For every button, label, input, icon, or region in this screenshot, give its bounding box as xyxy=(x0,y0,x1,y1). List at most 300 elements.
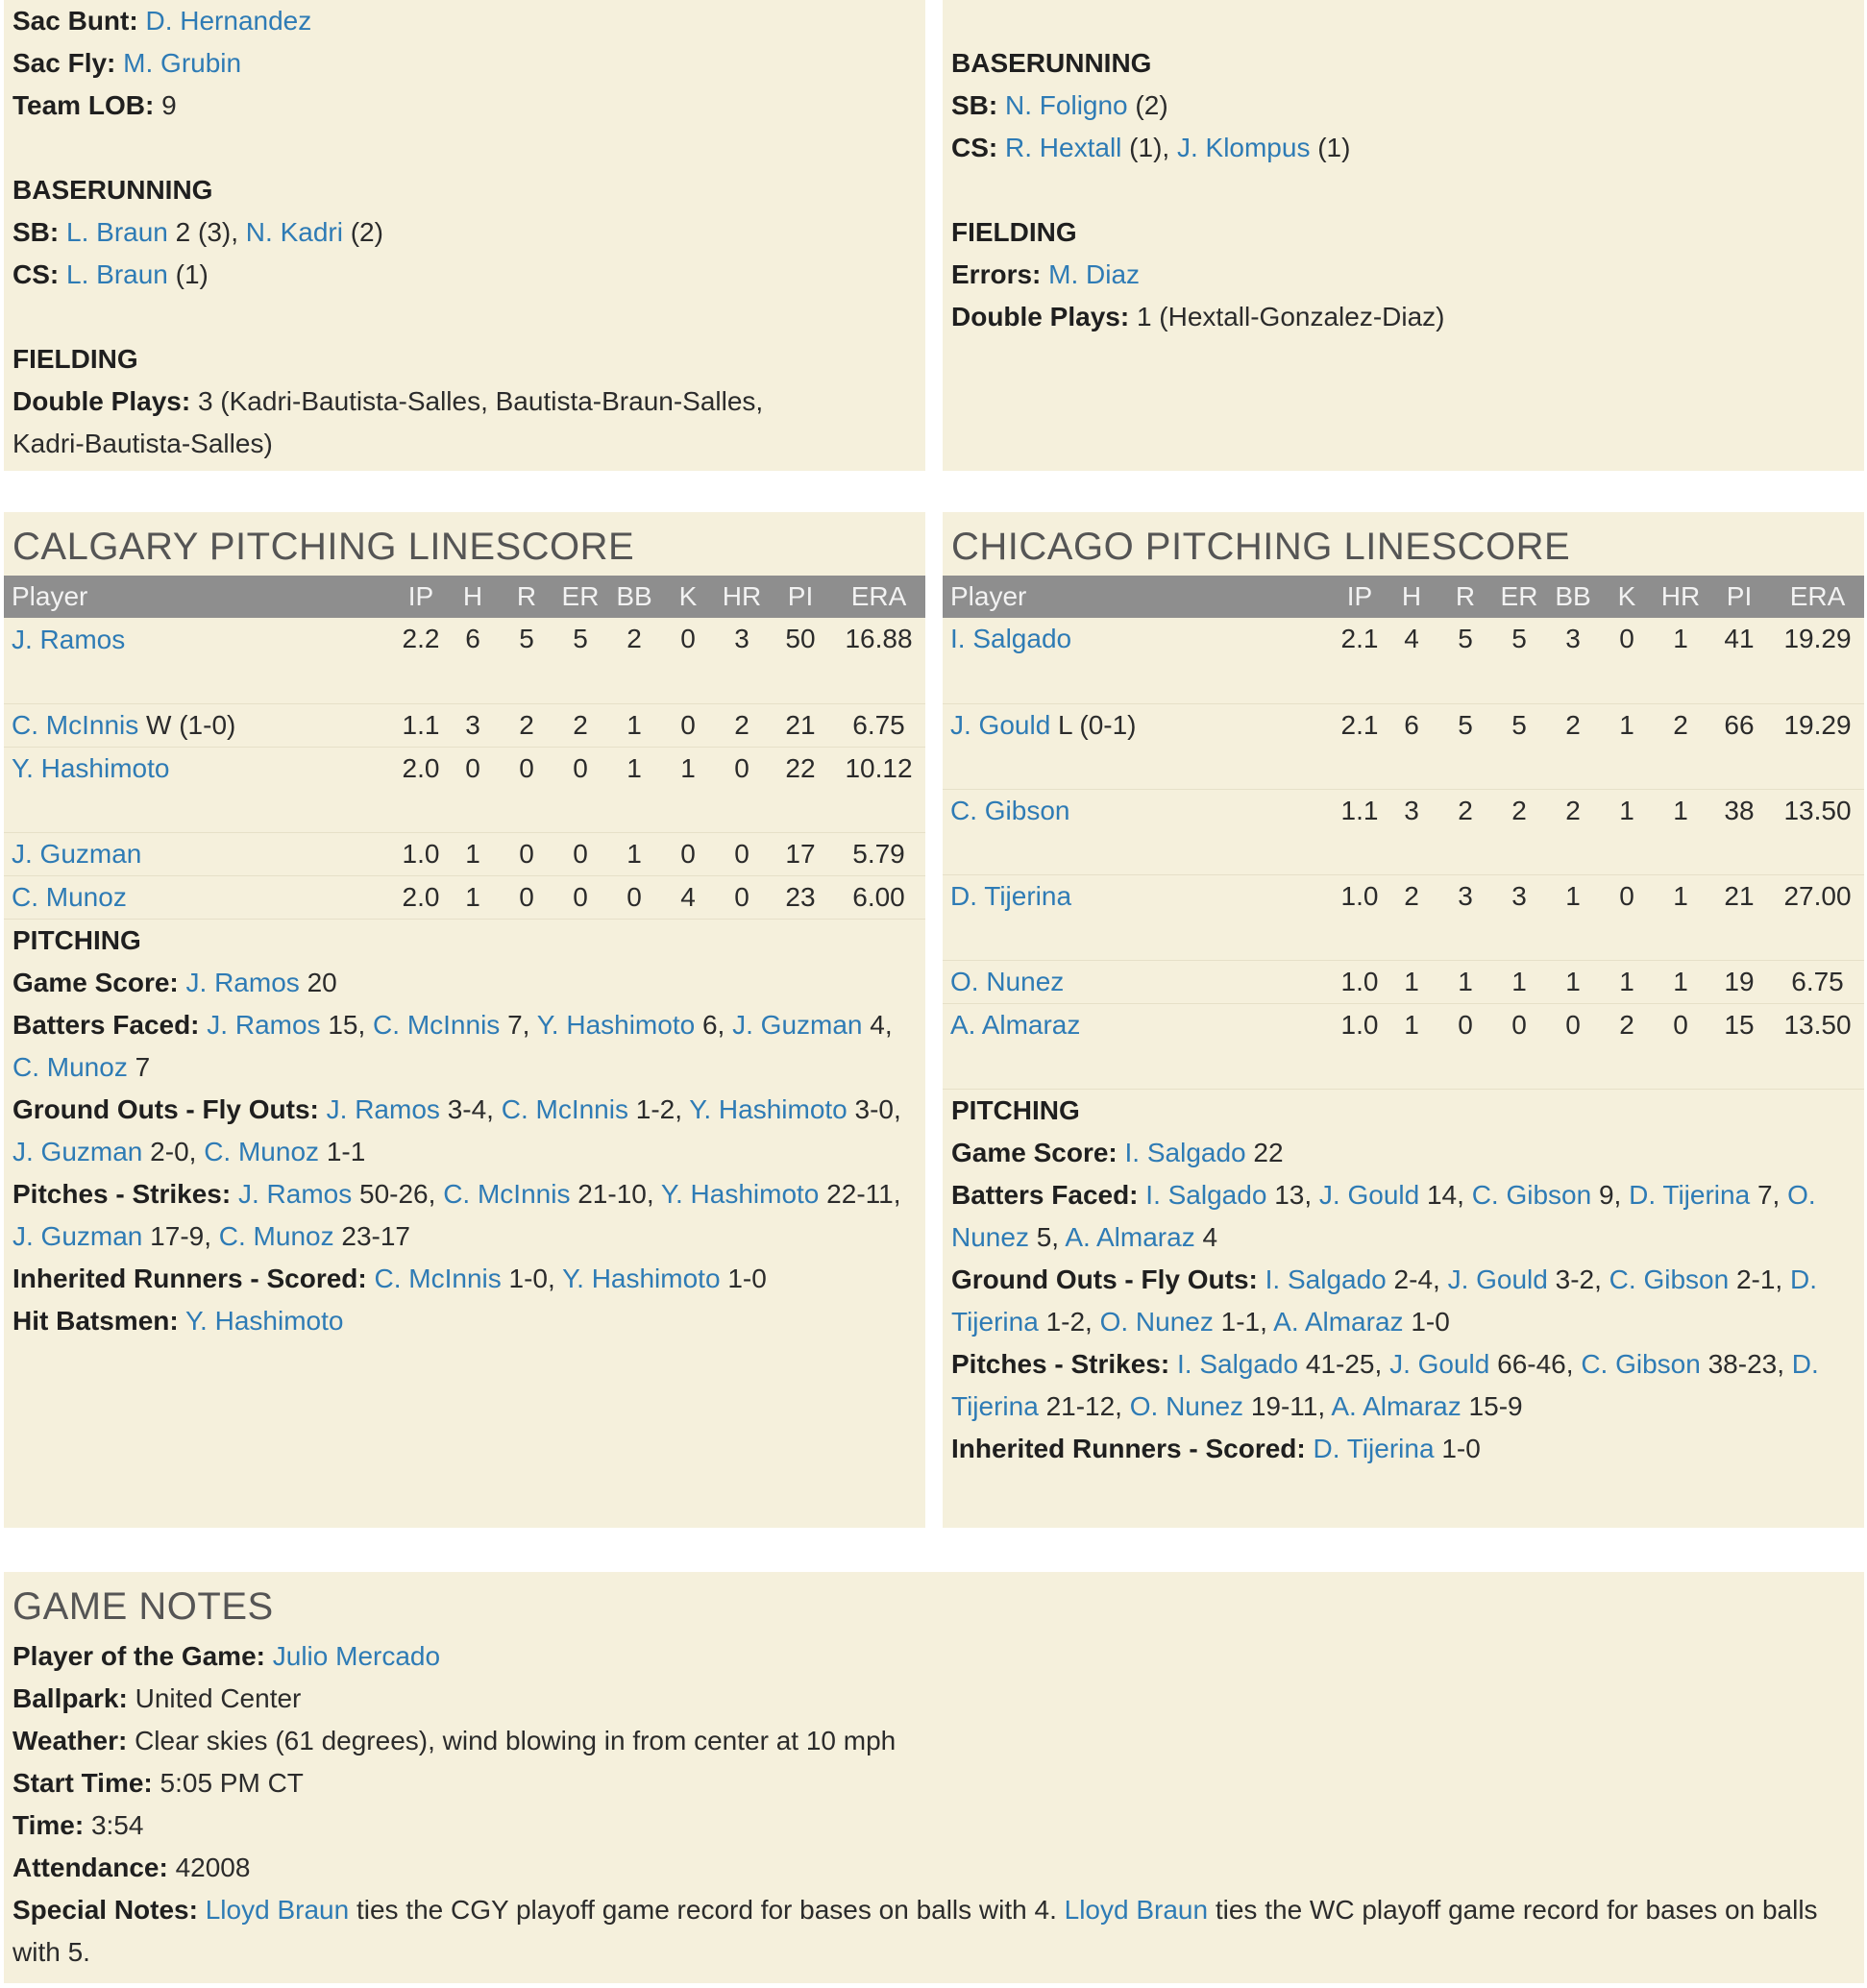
player-link[interactable]: C. Munoz xyxy=(12,881,127,912)
player-link[interactable]: O. Nunez xyxy=(1129,1390,1244,1421)
stat-cell: 2 xyxy=(715,703,769,747)
weather-line xyxy=(12,1720,1855,1762)
stat-cell: 0 xyxy=(1492,1003,1546,1089)
col-header[interactable]: K xyxy=(1600,576,1654,618)
stat-cell: 17 xyxy=(769,832,832,875)
player-link[interactable]: C. McInnis xyxy=(12,709,139,740)
player-link[interactable]: J. Klompus xyxy=(1176,133,1311,162)
stat-cell: 21 xyxy=(769,703,832,747)
stat-value: 6, xyxy=(701,1009,725,1040)
table-row xyxy=(943,874,1864,960)
stat-cell: 3 xyxy=(715,618,769,703)
stat-cell: 6 xyxy=(1385,703,1438,789)
decision-note: W (1-0) xyxy=(138,709,236,740)
stat-cell: 2.2 xyxy=(396,618,446,703)
ir-label: Inherited Runners - Scored: xyxy=(951,1433,1306,1463)
baserunning-heading: BASERUNNING xyxy=(951,48,1152,78)
player-link[interactable]: J. Gould xyxy=(950,709,1051,740)
stat-cell: 4 xyxy=(1385,618,1438,703)
stat-cell: 0 xyxy=(715,832,769,875)
stat-value: 21-10, xyxy=(577,1178,654,1209)
player-link[interactable]: D. Tijerina xyxy=(951,1348,1819,1421)
stat-cell: 1.1 xyxy=(1335,789,1385,874)
special-notes-line xyxy=(12,1889,1855,1974)
col-header[interactable]: R xyxy=(500,576,553,618)
player-cell xyxy=(943,874,1335,960)
stat-value: 7, xyxy=(1756,1179,1781,1210)
stat-cell: 0 xyxy=(661,618,715,703)
stat-cell: 0 xyxy=(661,832,715,875)
stat-cell: 1 xyxy=(1654,960,1707,1003)
player-link[interactable]: C. Munoz xyxy=(204,1136,320,1166)
start-time-line xyxy=(12,1762,1855,1804)
player-link[interactable]: D. Tijerina xyxy=(951,1264,1817,1337)
calgary-pitching-title: CALGARY PITCHING LINESCORE xyxy=(12,526,635,568)
stat-value: 2-1, xyxy=(1735,1264,1783,1294)
col-header[interactable]: H xyxy=(1385,576,1438,618)
player-link[interactable]: J. Guzman xyxy=(12,838,142,869)
stat-value: 38-23, xyxy=(1707,1348,1784,1379)
col-header[interactable]: H xyxy=(446,576,500,618)
stat-cell: 0 xyxy=(500,875,553,919)
stat-value: 14, xyxy=(1426,1179,1464,1210)
player-link[interactable]: N. Kadri xyxy=(245,217,343,247)
player-link[interactable]: J. Ramos xyxy=(326,1093,440,1124)
stat-value: 4 xyxy=(1202,1221,1218,1252)
stat-value: (1) xyxy=(1317,133,1351,162)
player-link[interactable]: R. Hextall xyxy=(1005,133,1122,162)
player-link[interactable]: A. Almaraz xyxy=(1065,1221,1195,1252)
stat-cell: 1.0 xyxy=(1335,960,1385,1003)
chicago-linescore-table xyxy=(943,576,1864,1090)
stat-cell: 50 xyxy=(769,618,832,703)
ballpark-line xyxy=(12,1678,1855,1720)
stat-cell: 1 xyxy=(1546,960,1600,1003)
player-link[interactable]: C. Munoz xyxy=(12,1051,128,1082)
stat-value: 50-26, xyxy=(359,1178,436,1209)
player-link[interactable]: Julio Mercado xyxy=(272,1641,441,1671)
player-cell xyxy=(943,960,1335,1003)
stat-cell: 1 xyxy=(1654,618,1707,703)
stat-cell: 0 xyxy=(607,875,661,919)
batters-faced-line xyxy=(12,1004,917,1089)
ps-label: Pitches - Strikes: xyxy=(951,1348,1170,1379)
stat-value: 5, xyxy=(1036,1221,1060,1252)
stat-value: 21-12, xyxy=(1045,1390,1122,1421)
errors-line xyxy=(951,254,1855,296)
game-notes-panel xyxy=(4,1572,1864,1983)
player-link[interactable]: J. Ramos xyxy=(237,1178,353,1209)
stat-cell: 2 xyxy=(1385,874,1438,960)
caught-stealing-line xyxy=(12,254,917,296)
batters-faced-line xyxy=(951,1174,1855,1259)
weather-label: Weather: xyxy=(12,1726,128,1755)
player-link[interactable]: L. Braun xyxy=(66,217,168,247)
player-link[interactable]: Lloyd Braun xyxy=(1064,1895,1209,1925)
table-row xyxy=(943,960,1864,1003)
player-link[interactable]: J. Guzman xyxy=(732,1009,863,1040)
player-cell xyxy=(4,618,396,703)
stat-cell: 1 xyxy=(607,832,661,875)
stat-value: 19-11, xyxy=(1250,1390,1326,1421)
stat-cell: 4 xyxy=(661,875,715,919)
dp-value: 1 (Hextall-Gonzalez-Diaz) xyxy=(1136,302,1445,331)
stat-cell: 22 xyxy=(769,747,832,832)
stat-value: 66-46, xyxy=(1497,1348,1574,1379)
table-row xyxy=(943,703,1864,789)
attendance-label: Attendance: xyxy=(12,1853,168,1882)
col-header[interactable]: Player xyxy=(943,576,1335,618)
stat-cell: 2 xyxy=(500,703,553,747)
stat-value: 17-9, xyxy=(150,1220,211,1251)
stat-cell: 6.00 xyxy=(832,875,925,919)
game-score-label: Game Score: xyxy=(951,1137,1118,1167)
pitches-strikes-line xyxy=(12,1173,917,1258)
fielding-heading: FIELDING xyxy=(951,217,1077,247)
start-time-label: Start Time: xyxy=(12,1768,153,1798)
stat-cell: 0 xyxy=(1546,1003,1600,1089)
table-row xyxy=(4,747,925,832)
stat-value: 22-11, xyxy=(826,1178,901,1209)
player-link[interactable]: Y. Hashimoto xyxy=(689,1093,848,1124)
col-header[interactable]: ERA xyxy=(832,576,925,618)
player-link[interactable]: O. Nunez xyxy=(1099,1306,1214,1337)
stat-cell: 0 xyxy=(1654,1003,1707,1089)
table-row xyxy=(943,1003,1864,1089)
stat-cell: 1 xyxy=(607,703,661,747)
stat-value: (2) xyxy=(350,217,383,247)
stat-value: 2 (3), xyxy=(175,217,239,247)
stat-cell: 3 xyxy=(1492,874,1546,960)
col-header[interactable]: K xyxy=(661,576,715,618)
player-link[interactable]: O. Nunez xyxy=(950,966,1065,996)
sac-bunt-line xyxy=(12,0,917,42)
double-plays-line-cont: Kadri-Bautista-Salles) xyxy=(12,429,273,458)
errors-label: Errors: xyxy=(951,259,1042,289)
player-link[interactable]: M. Diaz xyxy=(1048,259,1141,289)
stat-cell: 0 xyxy=(553,875,607,919)
stat-cell: 10.12 xyxy=(832,747,925,832)
dp-label: Double Plays: xyxy=(951,302,1130,331)
stat-value: 4, xyxy=(870,1009,893,1040)
stat-cell: 6.75 xyxy=(1771,960,1864,1003)
stat-value: 1-0 xyxy=(1441,1433,1481,1463)
player-link[interactable]: D. Tijerina xyxy=(950,880,1072,911)
player-link[interactable]: I. Salgado xyxy=(1176,1348,1299,1379)
stat-cell: 21 xyxy=(1707,874,1771,960)
inherited-runners-line xyxy=(12,1258,917,1300)
table-row xyxy=(4,832,925,875)
stat-value: 22 xyxy=(1253,1137,1284,1167)
stat-cell: 0 xyxy=(500,747,553,832)
stat-cell: 2.0 xyxy=(396,747,446,832)
game-time-label: Time: xyxy=(12,1810,85,1840)
game-score-label: Game Score: xyxy=(12,967,179,997)
player-link[interactable]: C. Gibson xyxy=(1609,1264,1730,1294)
col-header[interactable]: HR xyxy=(715,576,769,618)
player-link[interactable]: Y. Hashimoto xyxy=(184,1305,344,1336)
player-link[interactable]: O. Nunez xyxy=(951,1179,1816,1252)
stat-cell: 0 xyxy=(715,747,769,832)
stat-cell: 1 xyxy=(446,875,500,919)
player-link[interactable]: J. Gould xyxy=(1318,1179,1420,1210)
game-time-value: 3:54 xyxy=(90,1810,144,1840)
player-link[interactable]: C. Gibson xyxy=(1581,1348,1701,1379)
start-time-value: 5:05 PM CT xyxy=(160,1768,304,1798)
sac-fly-label: Sac Fly: xyxy=(12,48,116,78)
fielding-heading: FIELDING xyxy=(12,344,138,374)
player-link[interactable]: N. Foligno xyxy=(1005,90,1128,120)
player-link[interactable]: A. Almaraz xyxy=(950,1009,1081,1040)
player-link[interactable]: C. Gibson xyxy=(950,795,1070,825)
stat-cell: 2.0 xyxy=(396,875,446,919)
stolen-bases-line xyxy=(951,85,1855,127)
stat-value: 3-2, xyxy=(1555,1264,1602,1294)
stat-cell: 16.88 xyxy=(832,618,925,703)
hb-label: Hit Batsmen: xyxy=(12,1305,179,1336)
stat-value: 9, xyxy=(1598,1179,1622,1210)
stat-cell: 5.79 xyxy=(832,832,925,875)
special-notes-label: Special Notes: xyxy=(12,1895,198,1925)
stat-value: 2-4, xyxy=(1393,1264,1440,1294)
dp-label: Double Plays: xyxy=(12,386,191,416)
player-link[interactable]: C. McInnis xyxy=(501,1093,628,1124)
player-link[interactable]: J. Ramos xyxy=(12,625,126,654)
player-cell xyxy=(943,703,1335,789)
stat-cell: 3 xyxy=(1385,789,1438,874)
stat-cell: 19.29 xyxy=(1771,618,1864,703)
stat-cell: 5 xyxy=(1492,618,1546,703)
player-link[interactable]: J. Ramos xyxy=(207,1009,321,1040)
chicago-stats-panel xyxy=(943,0,1864,471)
player-link[interactable]: I. Salgado xyxy=(1265,1264,1387,1294)
stat-cell: 0 xyxy=(715,875,769,919)
stat-cell: 1.0 xyxy=(1335,874,1385,960)
ground-fly-outs-line xyxy=(12,1089,917,1173)
stat-cell: 0 xyxy=(1600,874,1654,960)
stat-cell: 3 xyxy=(446,703,500,747)
sac-bunt-label: Sac Bunt: xyxy=(12,6,138,36)
player-link[interactable]: C. McInnis xyxy=(374,1263,502,1293)
stat-cell: 2 xyxy=(1438,789,1492,874)
stat-cell: 1 xyxy=(1492,960,1546,1003)
stat-value: (1) xyxy=(175,259,209,289)
stat-value: 3-4, xyxy=(447,1093,494,1124)
ir-label: Inherited Runners - Scored: xyxy=(12,1263,367,1293)
player-cell xyxy=(943,789,1335,874)
stat-cell: 2.1 xyxy=(1335,618,1385,703)
note-text: ties the WC playoff game record for bases on balls with 5. xyxy=(12,1895,1818,1967)
player-link[interactable]: Y. Hashimoto xyxy=(660,1178,820,1209)
col-header[interactable]: R xyxy=(1438,576,1492,618)
player-link[interactable]: C. McInnis xyxy=(443,1178,571,1209)
game-time-line xyxy=(12,1804,1855,1847)
player-link[interactable]: Y. Hashimoto xyxy=(536,1009,696,1040)
stat-cell: 0 xyxy=(661,703,715,747)
baserunning-heading: BASERUNNING xyxy=(12,175,213,205)
stat-value: 15, xyxy=(328,1009,366,1040)
col-header[interactable]: PI xyxy=(1707,576,1771,618)
game-score-line xyxy=(951,1132,1855,1174)
stat-cell: 5 xyxy=(500,618,553,703)
stat-value: (2) xyxy=(1135,90,1168,120)
player-link[interactable]: Y. Hashimoto xyxy=(562,1263,721,1293)
col-header[interactable]: Player xyxy=(4,576,396,618)
player-link[interactable]: J. Gould xyxy=(1389,1348,1490,1379)
decision-note: L (0-1) xyxy=(1050,709,1137,740)
player-link[interactable]: M. Grubin xyxy=(123,48,242,78)
stat-cell: 2 xyxy=(1492,789,1546,874)
table-row xyxy=(4,618,925,703)
stat-cell: 3 xyxy=(1438,874,1492,960)
stat-cell: 2 xyxy=(553,703,607,747)
stat-cell: 2.1 xyxy=(1335,703,1385,789)
hit-batsmen-line xyxy=(12,1300,917,1342)
stat-cell: 5 xyxy=(1492,703,1546,789)
stat-cell: 2 xyxy=(1600,1003,1654,1089)
sb-label: SB: xyxy=(951,90,998,120)
team-lob-line xyxy=(12,85,917,127)
col-header[interactable]: PI xyxy=(769,576,832,618)
game-notes-title: GAME NOTES xyxy=(12,1585,274,1628)
player-cell xyxy=(4,832,396,875)
stat-cell: 5 xyxy=(1438,618,1492,703)
inherited-runners-line xyxy=(951,1428,1855,1470)
stat-cell: 2 xyxy=(1546,789,1600,874)
stat-cell: 13.50 xyxy=(1771,789,1864,874)
player-link[interactable]: D. Tijerina xyxy=(1629,1179,1751,1210)
ballpark-label: Ballpark: xyxy=(12,1683,128,1713)
stat-cell: 13.50 xyxy=(1771,1003,1864,1089)
stat-cell: 6.75 xyxy=(832,703,925,747)
sac-fly-line xyxy=(12,42,917,85)
player-link[interactable]: I. Salgado xyxy=(950,624,1072,653)
stat-cell: 23 xyxy=(769,875,832,919)
player-link[interactable]: C. Munoz xyxy=(218,1220,334,1251)
stat-cell: 1 xyxy=(446,832,500,875)
stat-cell: 1 xyxy=(1546,874,1600,960)
stat-value: 1-2, xyxy=(1045,1306,1093,1337)
player-link[interactable]: J. Gould xyxy=(1447,1264,1548,1294)
col-header[interactable]: HR xyxy=(1654,576,1707,618)
pitching-heading: PITCHING xyxy=(951,1094,1080,1125)
stat-cell: 1 xyxy=(1385,960,1438,1003)
col-header[interactable]: BB xyxy=(1546,576,1600,618)
player-link[interactable]: I. Salgado xyxy=(1145,1179,1267,1210)
team-lob-label: Team LOB: xyxy=(12,90,155,120)
stat-cell: 19 xyxy=(1707,960,1771,1003)
table-header-row xyxy=(943,576,1864,618)
stat-cell: 1 xyxy=(1600,960,1654,1003)
dp-value: 3 (Kadri-Bautista-Salles, Bautista-Braun-Salles, xyxy=(197,386,764,416)
ballpark-value: United Center xyxy=(135,1683,302,1713)
player-link[interactable]: J. Ramos xyxy=(185,967,300,997)
stat-value: 3-0, xyxy=(854,1093,901,1124)
player-link[interactable]: A. Almaraz xyxy=(1331,1390,1462,1421)
stat-value: 7 xyxy=(135,1051,151,1082)
stat-cell: 1.1 xyxy=(396,703,446,747)
col-header[interactable]: ERA xyxy=(1771,576,1864,618)
table-row xyxy=(943,789,1864,874)
stat-value: 1-0, xyxy=(508,1263,555,1293)
player-link[interactable]: I. Salgado xyxy=(1124,1137,1246,1167)
col-header[interactable]: BB xyxy=(607,576,661,618)
col-header[interactable]: IP xyxy=(1335,576,1385,618)
stat-cell: 2 xyxy=(1654,703,1707,789)
sb-label: SB: xyxy=(12,217,60,247)
stat-cell: 15 xyxy=(1707,1003,1771,1089)
player-cell xyxy=(4,703,396,747)
calgary-linescore-table xyxy=(4,576,925,920)
player-link[interactable]: D. Hernandez xyxy=(145,6,312,36)
player-link[interactable]: Y. Hashimoto xyxy=(12,752,170,783)
pitches-strikes-line xyxy=(951,1343,1855,1428)
stat-cell: 0 xyxy=(446,747,500,832)
calgary-stats-panel xyxy=(4,0,925,471)
player-link[interactable]: J. Guzman xyxy=(12,1136,143,1166)
table-row xyxy=(4,875,925,919)
calgary-pitching-panel xyxy=(4,512,925,1528)
weather-value: Clear skies (61 degrees), wind blowing in from center at 10 mph xyxy=(135,1726,897,1755)
stat-value: 1-0 xyxy=(1411,1306,1450,1337)
attendance-line xyxy=(12,1847,1855,1889)
player-cell xyxy=(4,747,396,832)
player-link[interactable]: Lloyd Braun xyxy=(205,1895,350,1925)
stat-cell: 1 xyxy=(1600,703,1654,789)
team-lob-value: 9 xyxy=(161,90,177,120)
attendance-value: 42008 xyxy=(175,1853,251,1882)
player-link[interactable]: J. Guzman xyxy=(12,1220,143,1251)
stat-cell: 5 xyxy=(553,618,607,703)
stat-cell: 5 xyxy=(1438,703,1492,789)
stat-value: 20 xyxy=(307,967,337,997)
double-plays-line xyxy=(12,380,917,423)
player-cell xyxy=(4,875,396,919)
stat-cell: 1 xyxy=(607,747,661,832)
player-link[interactable]: D. Tijerina xyxy=(1313,1433,1435,1463)
table-row xyxy=(4,703,925,747)
table-row xyxy=(943,618,1864,703)
player-link[interactable]: A. Almaraz xyxy=(1273,1306,1404,1337)
stat-cell: 2 xyxy=(607,618,661,703)
cs-label: CS: xyxy=(951,133,998,162)
col-header[interactable]: IP xyxy=(396,576,446,618)
col-header[interactable]: ER xyxy=(1492,576,1546,618)
bf-label: Batters Faced: xyxy=(12,1009,200,1040)
col-header[interactable]: ER xyxy=(553,576,607,618)
stat-cell: 1 xyxy=(1438,960,1492,1003)
player-link[interactable]: L. Braun xyxy=(66,259,168,289)
table-header-row xyxy=(4,576,925,618)
pitching-heading: PITCHING xyxy=(12,924,141,955)
stat-cell: 1 xyxy=(1654,874,1707,960)
player-link[interactable]: C. McInnis xyxy=(373,1009,501,1040)
stat-value: (1), xyxy=(1129,133,1170,162)
stat-cell: 3 xyxy=(1546,618,1600,703)
player-cell xyxy=(943,618,1335,703)
stat-value: 1-1 xyxy=(326,1136,366,1166)
stat-cell: 27.00 xyxy=(1771,874,1864,960)
stat-cell: 0 xyxy=(553,747,607,832)
stat-cell: 1 xyxy=(1385,1003,1438,1089)
cs-label: CS: xyxy=(12,259,60,289)
caught-stealing-line xyxy=(951,127,1855,169)
stat-cell: 1 xyxy=(1600,789,1654,874)
player-link[interactable]: C. Gibson xyxy=(1471,1179,1592,1210)
chicago-pitching-panel xyxy=(943,512,1864,1528)
stat-value: 1-2, xyxy=(635,1093,682,1124)
stat-cell: 1 xyxy=(1654,789,1707,874)
